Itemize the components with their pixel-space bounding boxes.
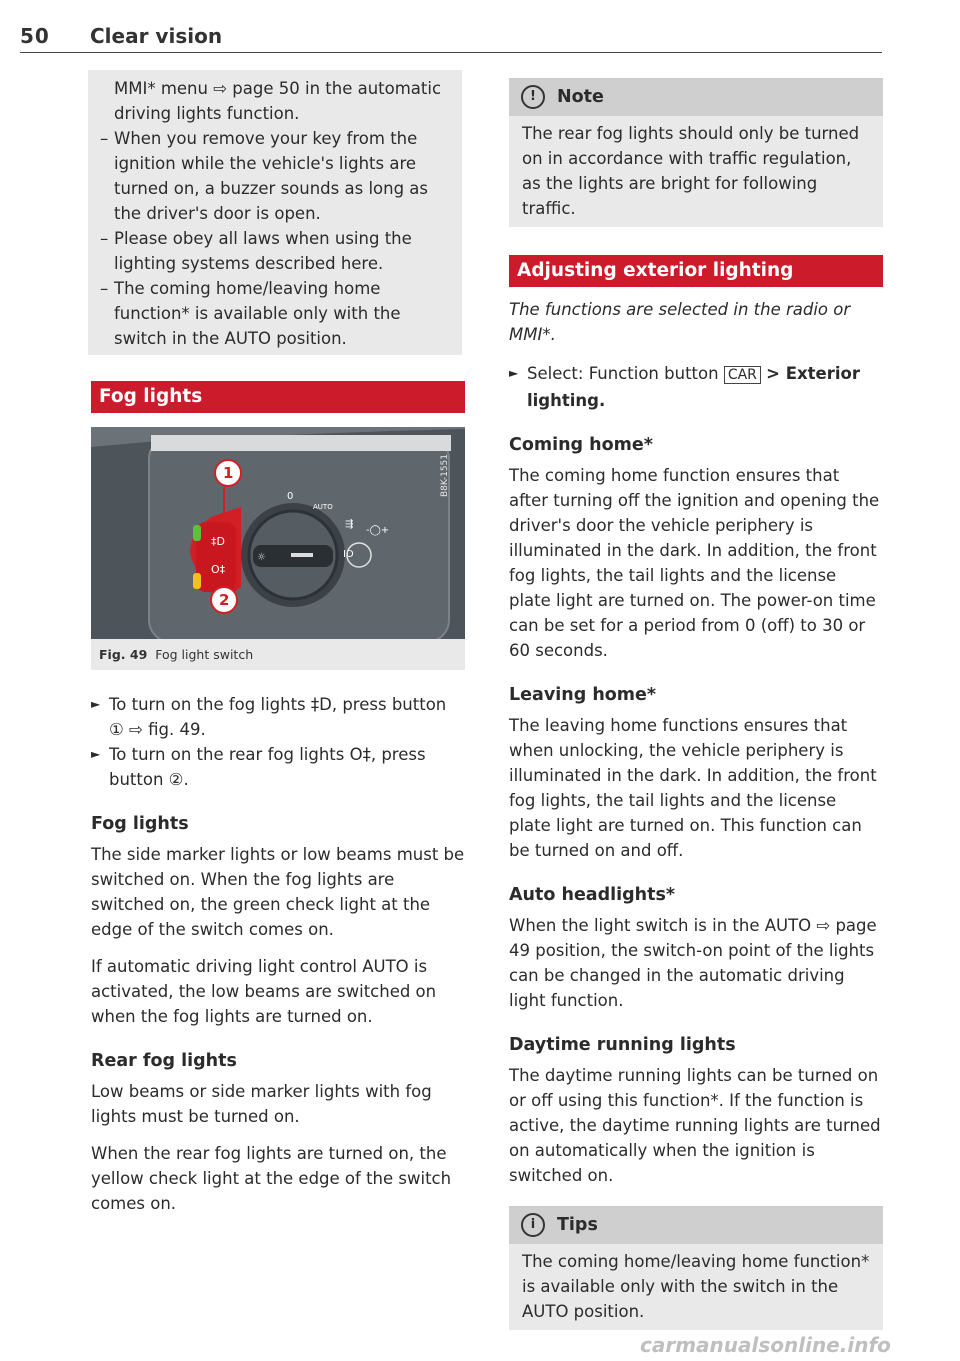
paragraph: The leaving home functions ensures that when unlocking, the vehicle periphery is illuminated in the dark. In addition, the front fog lights, the tail lights and the license plate light are turned on. This function can be turned on and off. <box>509 716 877 860</box>
list-item: ► To turn on the fog lights ‡D, press button ① ⇨ fig. 49. <box>91 692 465 742</box>
subheading-rear-fog-lights: Rear fog lights <box>91 1051 237 1071</box>
left-column <box>91 70 465 1216</box>
list-item: ► To turn on the rear fog lights O‡, press button ②. <box>91 742 465 792</box>
svg-text:☼: ☼ <box>257 552 266 563</box>
figure-caption: Fig. 49 Fog light switch <box>91 639 465 670</box>
subheading-fog-lights: Fog lights <box>91 814 189 834</box>
fog-light-switch-figure <box>91 427 465 639</box>
box-line: – Please obey all laws when using the lighting systems described here. <box>100 229 412 273</box>
page-header <box>20 22 882 53</box>
subheading-coming-home: Coming home* <box>509 435 653 455</box>
list-item: ► Select: Function button CAR > Exterior lighting. <box>509 361 883 413</box>
svg-text:1: 1 <box>223 464 234 482</box>
svg-text:2: 2 <box>219 591 230 609</box>
paragraph: If automatic driving light control AUTO is activated, the low beams are switched on when the fog lights are turned on. <box>91 957 437 1026</box>
tips-box <box>509 1206 883 1330</box>
note-header: ! Note <box>509 78 883 116</box>
paragraph: When the light switch is in the AUTO ⇨ page 49 position, the switch-on point of the lights can be changed in the automatic driving light function. <box>509 916 877 1010</box>
bullet-arrow-icon: ► <box>91 697 101 711</box>
svg-text:‡D: ‡D <box>211 535 225 548</box>
section-bar-fog-lights: Fog lights <box>91 381 465 413</box>
box-line: MMI* menu ⇨ page 50 in the automatic driving lights function. <box>114 79 442 123</box>
switch-illustration <box>91 427 465 639</box>
section-title: Clear vision <box>90 24 223 48</box>
svg-text:0: 0 <box>287 491 294 502</box>
svg-text:-◯+: -◯+ <box>366 525 390 536</box>
site-watermark: carmanualsonline.info <box>640 1333 891 1357</box>
paragraph: The daytime running lights can be turned on or off using this function*. If the function is active, the daytime running lights are turned on automatically when the ignition is switched on. <box>509 1066 881 1185</box>
subheading-auto-headlights: Auto headlights* <box>509 885 676 905</box>
paragraph: Low beams or side marker lights with fog lights must be turned on. <box>91 1082 432 1126</box>
note-text: The rear fog lights should only be turned on in accordance with traffic regulation, as the lights are bright for following traffic. <box>522 124 860 218</box>
page-number: 50 <box>20 24 50 48</box>
continued-notes-box <box>88 70 462 355</box>
right-column <box>509 78 883 1330</box>
paragraph: When the rear fog lights are turned on, the yellow check light at the edge of the switch comes on. <box>91 1144 452 1213</box>
subheading-leaving-home: Leaving home* <box>509 685 657 705</box>
box-line: – When you remove your key from the ignition while the vehicle's lights are turned on, a buzzer sounds as long as the driver's door is open. <box>100 129 429 223</box>
paragraph: The side marker lights or low beams must be switched on. When the fog lights are switched on, the green check light at the edge of the switch comes on. <box>91 845 465 939</box>
bullet-arrow-icon: ► <box>91 747 101 761</box>
svg-text:B8K-1551: B8K-1551 <box>440 453 450 497</box>
section-bar-adjusting-exterior-lighting: Adjusting exterior lighting <box>509 255 883 287</box>
note-icon: ! <box>521 85 545 109</box>
intro-text: The functions are selected in the radio or MMI*. <box>509 300 851 344</box>
tips-text: The coming home/leaving home function* is available only with the switch in the AUTO position. <box>522 1252 870 1321</box>
svg-text:O‡: O‡ <box>211 563 226 576</box>
tips-header: i Tips <box>509 1206 883 1244</box>
car-key-label: CAR <box>724 366 761 384</box>
svg-text:AUTO: AUTO <box>313 503 333 511</box>
subheading-daytime-running-lights: Daytime running lights <box>509 1035 736 1055</box>
svg-text:⇶: ⇶ <box>345 519 354 530</box>
svg-text:ID: ID <box>343 549 354 560</box>
paragraph: The coming home function ensures that after turning off the ignition and opening the driver's door the vehicle periphery is illuminated in the dark. In addition, the front fog lights, the tail lights and the license plate light are turned on. The power-on time can be set for a period from 0 (off) to 30 or 60 seconds. <box>509 466 880 660</box>
box-line: – The coming home/leaving home function* is available only with the switch in the AUTO position. <box>100 279 401 348</box>
tips-icon: i <box>521 1213 545 1237</box>
note-box <box>509 78 883 227</box>
bullet-arrow-icon: ► <box>509 366 519 380</box>
